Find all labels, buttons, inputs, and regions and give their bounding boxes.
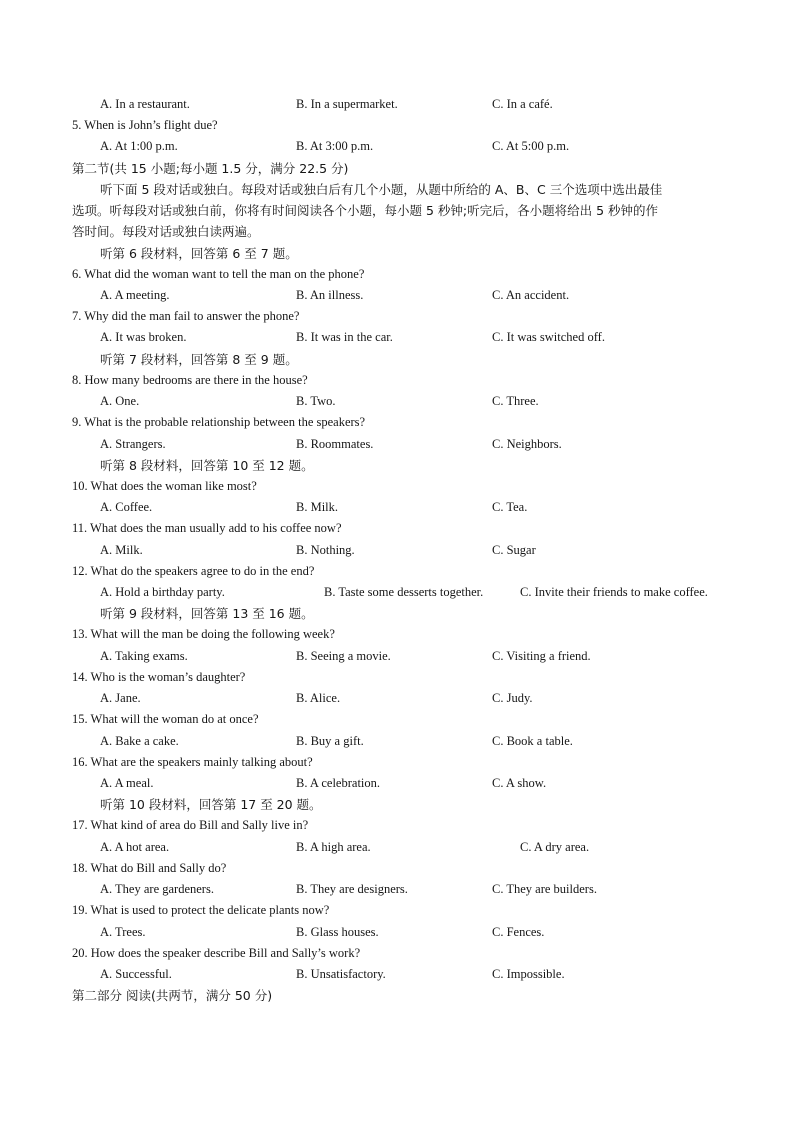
option-a: A. It was broken. [100,330,187,345]
question-9-stem: 9. What is the probable relationship between the speakers? [72,415,366,430]
question-16-stem: 16. What are the speakers mainly talking about? [72,754,313,769]
option-a: A. At 1:00 p.m. [100,139,178,154]
option-b: B. Nothing. [296,542,355,557]
option-a: A. In a restaurant. [100,97,190,111]
option-b: B. In a supermarket. [296,97,398,111]
option-c: C. Three. [492,394,539,409]
option-b: B. Roommates. [296,436,374,451]
option-a: A. Successful. [100,966,172,981]
option-b: B. Alice. [296,691,341,706]
option-a: A. A meal. [100,776,154,791]
question-18-options [72,879,722,900]
option-c: C. At 5:00 p.m. [492,139,570,154]
group-intro: 听第 7 段材料，回答第 8 至 9 题。 [100,351,298,367]
option-a: A. Taking exams. [100,648,188,663]
question-13-stem: 13. What will the man be doing the following week? [72,627,335,642]
question-17-options [72,837,722,858]
question-5-stem: 5. When is John’s flight due? [72,118,218,133]
option-b: B. A high area. [296,839,371,854]
group-intro: 听第 10 段材料，回答第 17 至 20 题。 [100,797,322,813]
option-a: A. Strangers. [100,436,166,451]
option-c: C. A dry area. [520,839,590,854]
option-a: A. Trees. [100,924,146,939]
question-12-stem: 12. What do the speakers agree to do in the end? [72,563,315,578]
part-2-heading: 第二部分 阅读(共两节，满分 50 分) [72,988,273,1004]
option-a: A. Coffee. [100,500,153,515]
option-a: A. One. [100,394,140,409]
option-a: A. Hold a birthday party. [100,585,225,600]
question-9-options [72,434,722,455]
option-a: A. Milk. [100,542,143,557]
option-c: C. A show. [492,776,547,791]
option-a: A. Bake a cake. [100,733,179,748]
question-4-options [72,94,722,115]
question-10-stem: 10. What does the woman like most? [72,478,257,493]
question-20-stem: 20. How does the speaker describe Bill and Sally’s work? [72,945,361,960]
option-c: C. Tea. [492,500,528,515]
question-19-options [72,922,722,943]
group-intro: 听第 9 段材料，回答第 13 至 16 题。 [100,606,314,622]
question-11-stem: 11. What does the man usually add to his coffee now? [72,521,342,536]
option-c: C. Neighbors. [492,436,562,451]
option-c: C. An accident. [492,287,570,302]
question-8-options [72,391,722,412]
question-20-options [72,964,722,985]
option-a: A. A meeting. [100,287,170,302]
question-6-options [72,285,722,306]
option-a: A. A hot area. [100,839,170,854]
question-10-options [72,497,722,518]
option-c: C. In a café. [492,97,553,111]
question-11-options [72,540,722,561]
option-b: B. They are designers. [296,882,408,897]
option-b: B. An illness. [296,287,364,302]
option-a: A. Jane. [100,691,141,706]
group-intro: 听第 8 段材料，回答第 10 至 12 题。 [100,457,314,473]
question-14-stem: 14. Who is the woman’s daughter? [72,669,246,684]
option-b: B. Taste some desserts together. [324,585,484,600]
section-2-heading: 第二节(共 15 小题;每小题 1.5 分，满分 22.5 分) [72,160,349,176]
question-12-options [72,582,716,603]
question-15-stem: 15. What will the woman do at once? [72,712,259,727]
option-b: B. Buy a gift. [296,733,364,748]
section-2-instructions-line-2: 选项。听每段对话或独白前，你将有时间阅读各个小题，每小题 5 秒钟;听完后，各小题将给出 5 秒钟的作 [72,203,659,219]
option-c: C. Book a table. [492,733,573,748]
question-14-options [72,688,722,709]
question-17-stem: 17. What kind of area do Bill and Sally live in? [72,818,309,833]
option-b: B. Milk. [296,500,339,515]
option-c: C. Judy. [492,691,533,706]
question-15-options [72,731,722,752]
question-7-options [72,327,722,348]
question-18-stem: 18. What do Bill and Sally do? [72,860,227,875]
option-c: C. Visiting a friend. [492,648,591,663]
option-b: B. Unsatisfactory. [296,966,386,981]
question-7-stem: 7. Why did the man fail to answer the phone? [72,309,300,324]
option-c: C. Impossible. [492,966,565,981]
question-5-options [72,136,722,157]
section-2-instructions-line-3: 答时间。每段对话或独白读两遍。 [72,224,260,240]
listening-section [72,94,722,1006]
group-intro: 听第 6 段材料，回答第 6 至 7 题。 [100,245,298,261]
option-c: C. Invite their friends to make coffee. [520,585,708,600]
option-c: C. Sugar [492,542,536,557]
question-13-options [72,646,722,667]
question-19-stem: 19. What is used to protect the delicate plants now? [72,903,330,918]
question-6-stem: 6. What did the woman want to tell the man on the phone? [72,266,365,281]
option-b: B. Two. [296,394,336,409]
question-8-stem: 8. How many bedrooms are there in the house? [72,372,308,387]
option-a: A. They are gardeners. [100,882,214,897]
option-c: C. It was switched off. [492,330,605,345]
section-2-instructions-line-1: 听下面 5 段对话或独白。每段对话或独白后有几个小题，从题中所给的 A、B、C 三个选项中选出最佳 [100,181,663,197]
question-16-options [72,773,722,794]
option-b: B. A celebration. [296,776,381,791]
option-b: B. Glass houses. [296,924,379,939]
option-b: B. It was in the car. [296,330,393,345]
option-c: C. Fences. [492,924,545,939]
option-b: B. At 3:00 p.m. [296,139,374,154]
option-b: B. Seeing a movie. [296,648,391,663]
option-c: C. They are builders. [492,882,597,897]
